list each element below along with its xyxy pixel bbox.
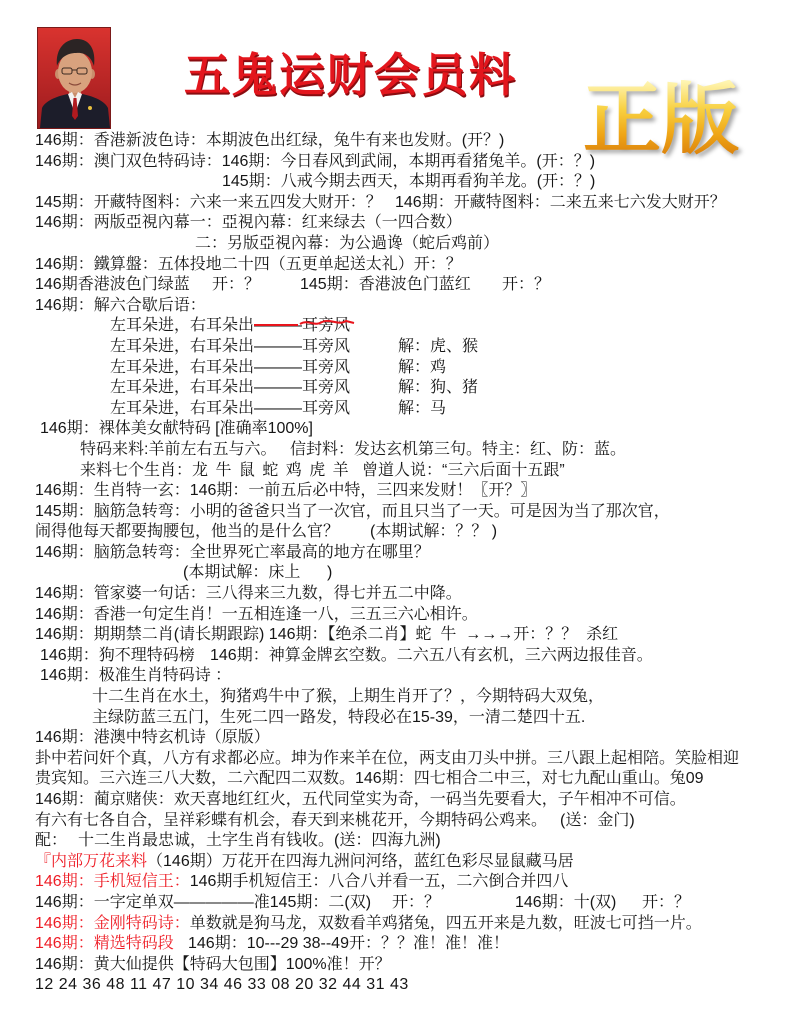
line-text: 146期：香港一句定生肖！一五相连逢一八，三五三六心相许。 (35, 605, 478, 623)
text-line (0, 872, 795, 893)
text-line (0, 193, 795, 214)
line-text: 主绿防蓝三五门，生死二四一路发，特段必在15-39，一清二楚四十五. (92, 708, 586, 726)
highlight-label: 146期：金刚特码诗： (35, 914, 190, 932)
highlight-label: 146期：手机短信王： (35, 873, 190, 891)
line-text: 闹得他每天都要掏腰包，他当的是什么官？ (35, 523, 340, 541)
line-text: 开：？ (642, 893, 691, 911)
line-text: 146期：两版亞視內幕一：亞視內幕：红来绿去（一四合数） (35, 214, 462, 232)
line-text: 卦中若问奸个真，八方有求都必应。坤为作来羊在位，两支由刀头中拼。三八跟上起相陪。笑脸相迎 (35, 749, 740, 767)
line-text: 左耳朵进，右耳朵出———耳旁风 (110, 379, 351, 397)
line-text: 单数就是狗马龙，双数看羊鸡猪兔，四五开来是九数，旺波七可挡一片。 (189, 914, 702, 932)
line-text: 145期：脑筋急转弯：小明的爸爸只当了一次官，而且只当了一天。可是因为当了那次官， (35, 502, 670, 520)
text-line (0, 708, 795, 729)
line-text: （146期）万花开在四海九洲问河络，蓝红色彩尽显鼠藏马居 (147, 852, 574, 870)
text-line (0, 543, 795, 564)
text-line (0, 769, 795, 790)
line-text: (本期试解：床上 ) (183, 564, 333, 582)
line-text: 146期：10---29 38--49开：？？准！准！准！ (188, 935, 509, 953)
line-text: 146期：十(双) (515, 893, 617, 911)
line-text: 左耳朵进，右耳朵出———耳旁风 (110, 337, 351, 355)
line-text: 左耳朵进，右耳朵出———耳旁风 (110, 399, 351, 417)
text-line (0, 316, 795, 337)
line-text: 左耳朵进，右耳朵出———耳旁风 (110, 317, 351, 335)
text-line (0, 687, 795, 708)
line-text: 曾道人说：“三六后面十五跟” (362, 461, 565, 479)
line-text: 二：另版亞視內幕：为公過谗（蛇后鸡前） (195, 234, 500, 252)
text-line (0, 234, 795, 255)
text-line (0, 440, 795, 461)
line-text: 146期香港波色门绿蓝 (35, 276, 190, 294)
text-line (0, 831, 795, 852)
line-text: (送：金门) (560, 811, 635, 829)
line-text (35, 852, 574, 873)
text-line (0, 893, 795, 914)
line-text: 146期：黄大仙提供【特码大包围】100%准！开？ (35, 955, 391, 973)
text-line (0, 172, 795, 193)
genuine-badge: 正版 (583, 75, 740, 163)
line-text: 146期：生肖特一玄：146期：一前五后必中特，三四来发财！〖开？〗 (35, 482, 537, 500)
red-strike-mark (252, 318, 356, 328)
text-line (0, 502, 795, 523)
line-text: 有六有七各自合，呈祥彩蝶有机会，春天到来桃花开，今期特码公鸡来。 (35, 811, 548, 829)
line-text: 配： (35, 832, 68, 850)
text-line (0, 378, 795, 399)
line-text: 146期：期期禁二肖(请长期跟踪) 146期：【绝杀二肖】蛇 牛 →→→开：？？ 杀红 (35, 626, 619, 644)
line-text: 146期：一字定单双—————准145期：二(双) (35, 893, 372, 911)
text-line (0, 625, 795, 646)
line-text: 146期：裸体美女献特码 [准确率100%] (40, 420, 313, 438)
text-line (0, 975, 795, 996)
text-line (0, 213, 795, 234)
line-text: 146期：狗不理特码榜 (40, 646, 195, 664)
number-list: 12 24 36 48 11 47 10 34 46 33 08 20 32 44 31 43 (35, 976, 409, 994)
text-line (0, 481, 795, 502)
portrait-photo (38, 28, 110, 128)
line-text: 来料七个生肖：龙 牛 鼠 蛇 鸡 虎 羊 (80, 461, 349, 479)
page-title: 五鬼运财会员料 (184, 49, 517, 101)
line-text: 146期：脑筋急转弯：全世界死亡率最高的地方在哪里？ (35, 543, 430, 561)
text-line (0, 461, 795, 482)
line-text: (本期试解：？？ ) (370, 523, 498, 541)
line-text: 146期：极准生肖特码诗 ： (40, 667, 232, 685)
line-text: 十二生肖最忠诚，土字生肖有钱收。(送：四海九洲) (78, 832, 441, 850)
line-text: 146期：神算金牌玄空数。二六五八有玄机，三六两边报佳音。 (210, 646, 653, 664)
line-text: 解：鸡 (398, 358, 447, 376)
line-text: 145期：开藏特图料：六来一来五四发大财开：？ (35, 193, 382, 211)
line-text: 解：马 (398, 399, 447, 417)
line-text: 开：？ (502, 276, 551, 294)
text-line (0, 955, 795, 976)
line-text: 145期：八戒今期去西天，本期再看狗羊龙。(开：？) (222, 173, 596, 191)
line-text: 特码来料:羊前左右五与六。 (80, 440, 277, 458)
line-text: 贵宾知。三六连三八大数，二六配四二双数。146期：四七相合二中三，对七九配山重山。兔09 (35, 770, 704, 788)
text-line (0, 419, 795, 440)
line-text: 开：？ (392, 893, 441, 911)
text-line (0, 934, 795, 955)
line-text: 解：狗、猪 (398, 379, 479, 397)
text-line (0, 152, 795, 173)
line-text (35, 914, 702, 935)
text-line (0, 255, 795, 276)
line-text: 146期：鐵算盤：五体投地二十四（五更单起送太礼）开：？ (35, 255, 462, 273)
line-text: 146期：香港新波色诗：本期波色出红绿，兔牛有来也发财。(开？) (35, 132, 505, 149)
text-line (0, 790, 795, 811)
highlight-label: 146期：精选特码段 (35, 935, 174, 953)
line-text: 146期手机短信王：八合八并看一五，二六倒合并四八 (189, 873, 569, 891)
text-line (0, 749, 795, 770)
text-line (0, 914, 795, 935)
document-body (0, 131, 795, 996)
text-line (0, 666, 795, 687)
line-text: 146期：澳门双色特码诗：146期：今日春风到武闹，本期再看猪兔羊。(开：？) (35, 152, 596, 170)
text-line (0, 358, 795, 379)
text-line (0, 131, 795, 152)
text-line (0, 646, 795, 667)
line-text: 开：？ (212, 276, 261, 294)
line-text: 146期：解六合歇后语： (35, 296, 206, 314)
highlight-label: 『内部万花来料 (35, 852, 148, 870)
line-text (35, 872, 568, 893)
text-line (0, 337, 795, 358)
text-line (0, 584, 795, 605)
text-line (0, 811, 795, 832)
line-text: 146期：开藏特图料：二来五来七六发大财开？ (395, 193, 726, 211)
line-text: 145期：香港波色门蓝红 (300, 276, 471, 294)
line-text: 146期：管家婆一句话：三八得来三九数，得七并五二中降。 (35, 585, 462, 603)
text-line (0, 563, 795, 584)
text-line (0, 728, 795, 749)
text-line (0, 399, 795, 420)
line-text: 十二生肖在水土，狗猪鸡牛中了猴，上期生肖开了？，今期特码大双兔， (92, 688, 605, 706)
line-text: 信封料：发达玄机第三句。特主：红、防：蓝。 (290, 440, 627, 458)
line-text: 146期：港澳中特玄机诗（原版） (35, 729, 270, 747)
text-line (0, 296, 795, 317)
line-text: 解：虎、猴 (398, 337, 479, 355)
line-text: 左耳朵进，右耳朵出———耳旁风 (110, 358, 351, 376)
text-line (0, 605, 795, 626)
text-line (0, 522, 795, 543)
text-line (0, 852, 795, 873)
text-line (0, 275, 795, 296)
line-text: 146期：蔺京赌侠：欢天喜地红红火，五代同堂实为奇，一码当先要看大，子午相冲不可信。 (35, 791, 686, 808)
